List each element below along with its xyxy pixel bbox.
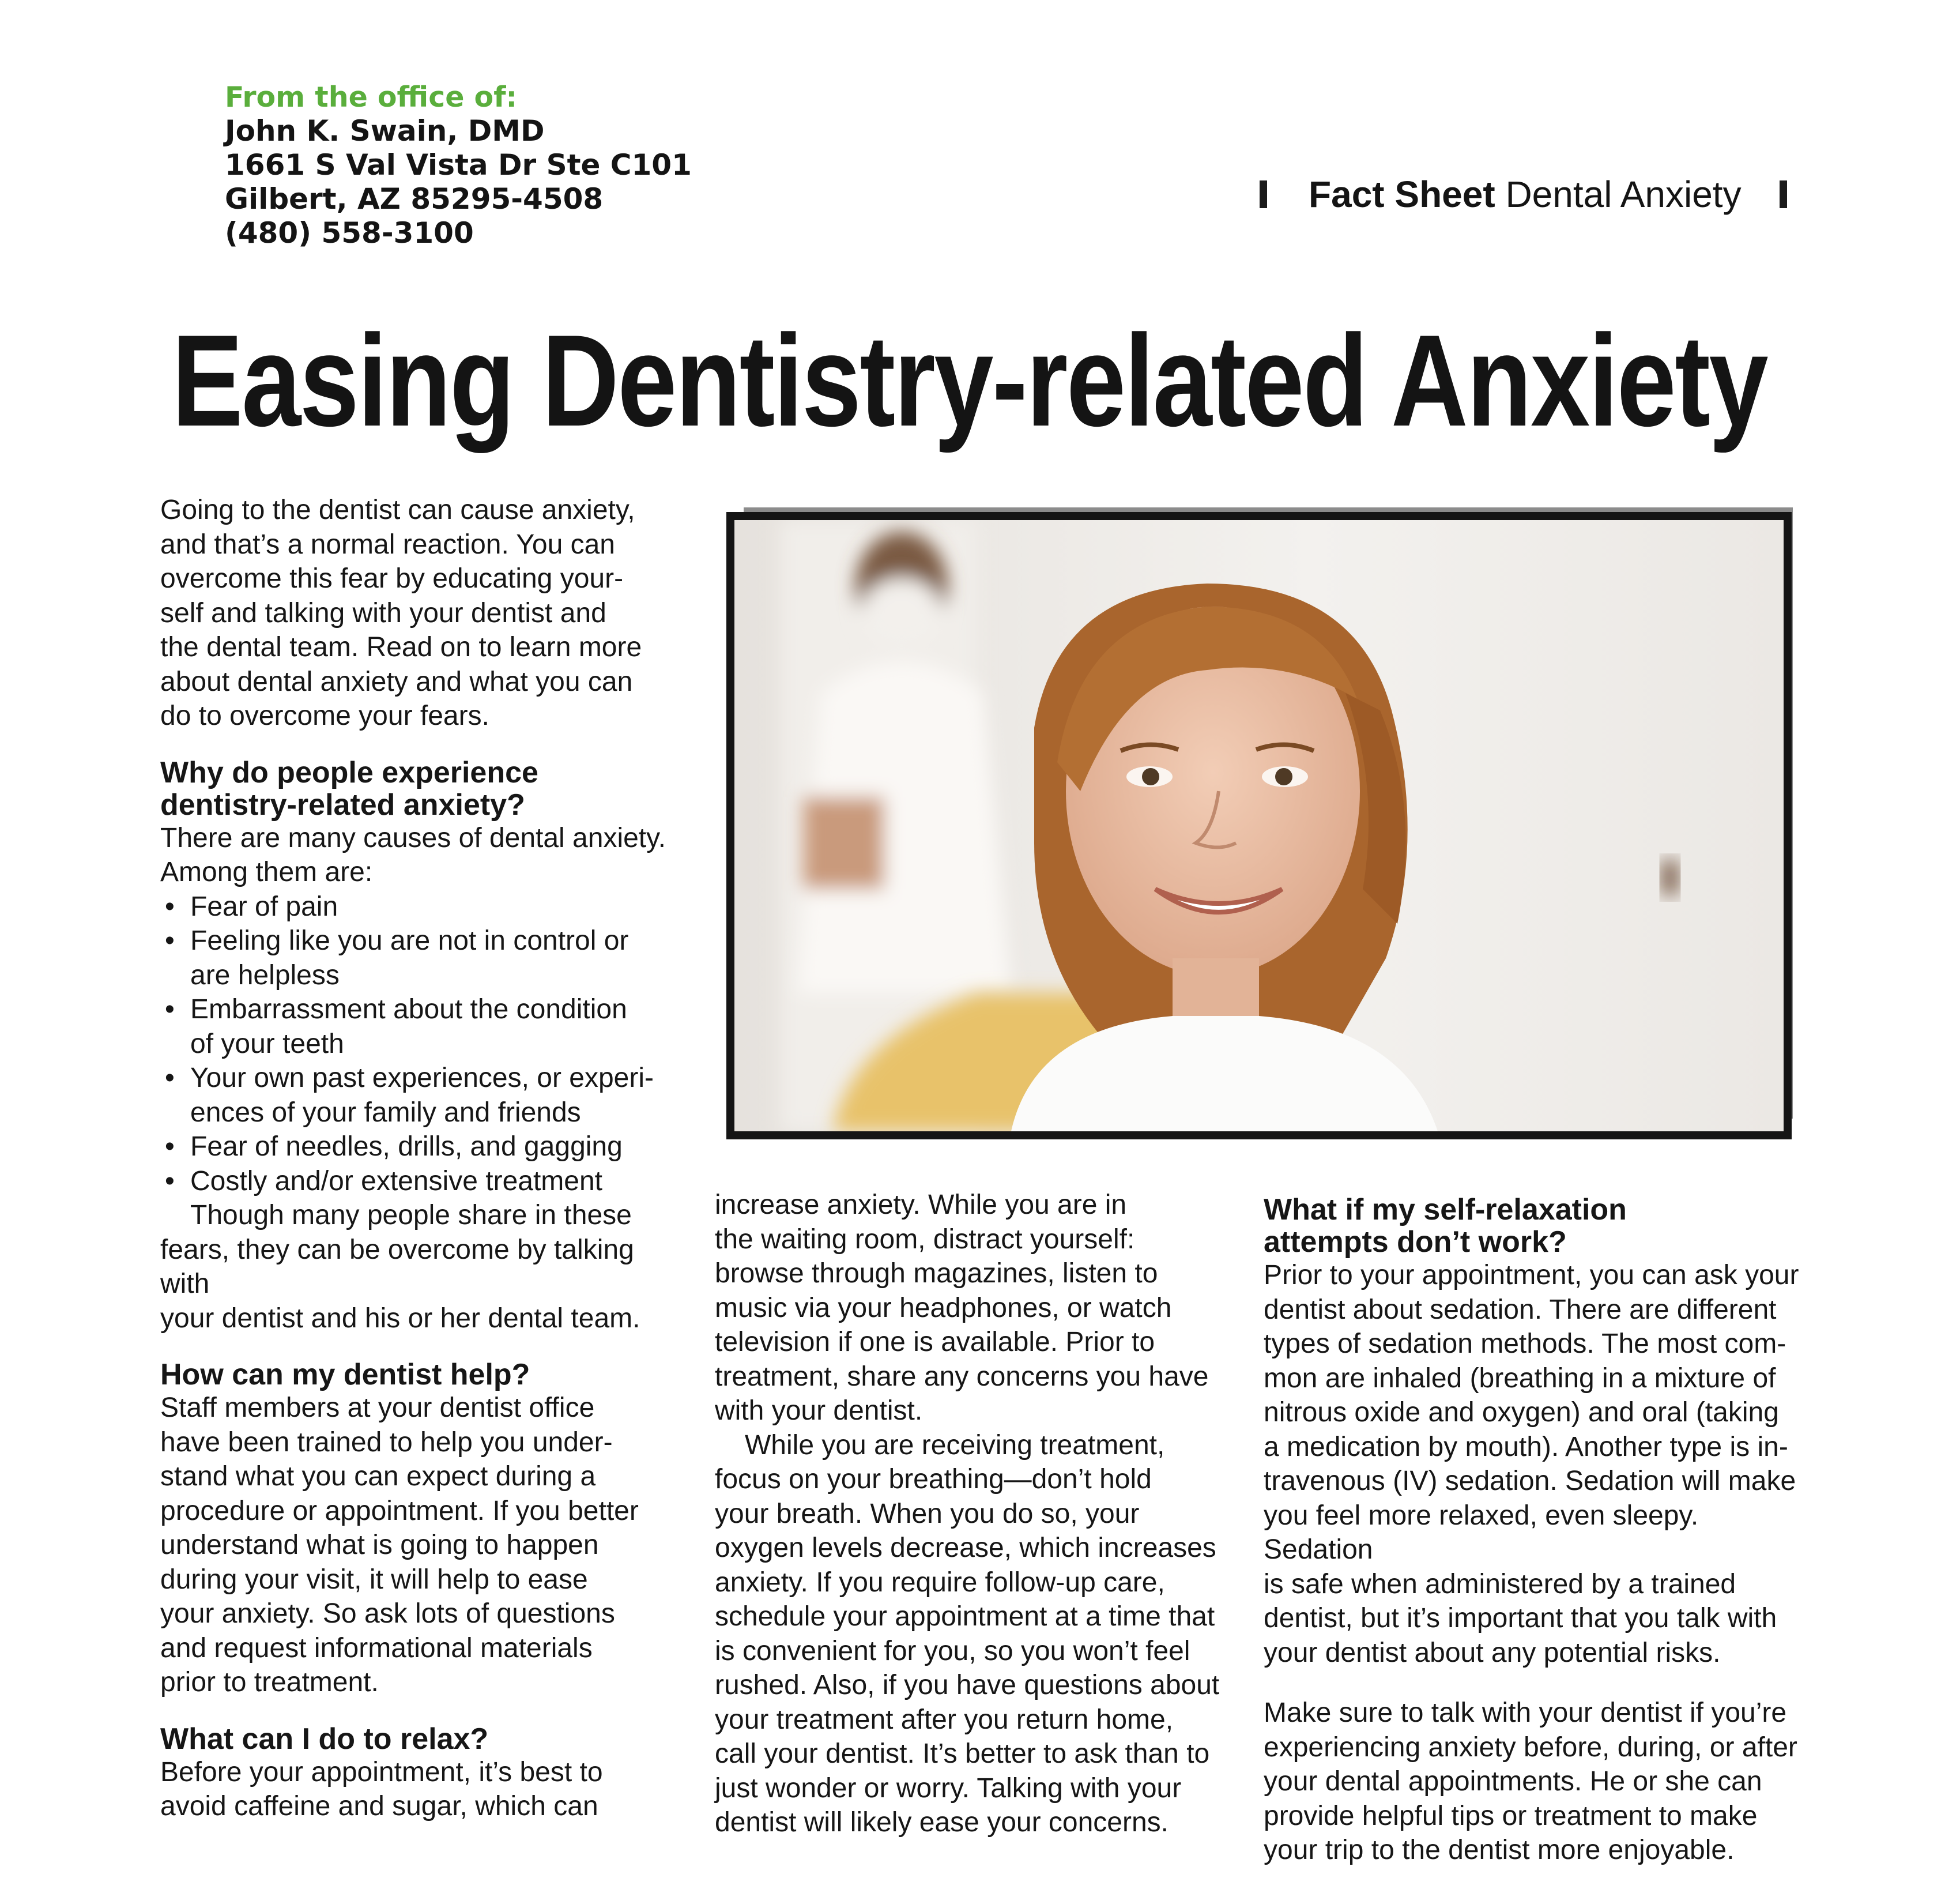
list-item	[160, 1061, 691, 1130]
section-heading-help: How can my dentist help?	[160, 1358, 530, 1391]
help-paragraph	[160, 1391, 691, 1700]
text-line: dentist, but it’s important that you talk with	[1264, 1603, 1777, 1634]
list-item	[160, 1164, 691, 1199]
heading-line: What if my self-relaxation	[1264, 1193, 1627, 1226]
text-line: Prior to your appointment, you can ask your	[1264, 1260, 1799, 1290]
list-item	[160, 992, 691, 1061]
text-line: There are many causes of dental anxiety.	[160, 822, 666, 853]
text-line: avoid caffeine and sugar, which can	[160, 1791, 598, 1822]
text-line: Embarrassment about the condition	[190, 994, 627, 1025]
bullet-icon: •	[165, 1165, 175, 1196]
text-line: stand what you can expect during a	[160, 1461, 596, 1492]
office-name: John K. Swain, DMD	[225, 114, 545, 148]
text-line: with your dentist.	[715, 1395, 923, 1426]
intro-paragraph	[160, 493, 691, 733]
text-line: focus on your breathing—don’t hold	[715, 1464, 1152, 1495]
text-line: experiencing anxiety before, during, or after	[1264, 1732, 1797, 1763]
fact-sheet-topic: Dental Anxiety	[1505, 174, 1742, 215]
office-info	[225, 81, 801, 250]
bullet-icon: •	[165, 891, 175, 922]
text-line: Though many people share in these	[190, 1200, 632, 1230]
heading-line: attempts don’t work?	[1264, 1225, 1567, 1259]
text-line: Fear of pain	[190, 891, 338, 922]
text-line: browse through magazines, listen to	[715, 1258, 1158, 1289]
text-line: Staff members at your dentist office	[160, 1393, 595, 1423]
text-line: increase anxiety. While you are in	[715, 1190, 1127, 1220]
page-title: Easing Dentistry-related Anxiety	[172, 307, 1767, 453]
text-line: have been trained to help you under-	[160, 1427, 613, 1458]
text-line: Costly and/or extensive treatment	[190, 1165, 603, 1196]
text-line: self and talking with your dentist and	[160, 597, 606, 629]
text-line: your anxiety. So ask lots of questions	[160, 1598, 615, 1629]
text-line: a medication by mouth). Another type is in-	[1264, 1431, 1788, 1462]
bullet-icon: •	[165, 1063, 175, 1093]
section-heading-why	[160, 757, 691, 821]
fact-sheet-label: Fact Sheet	[1309, 174, 1495, 215]
text-line: the dental team. Read on to learn more	[160, 632, 642, 663]
office-street: 1661 S Val Vista Dr Ste C101	[225, 148, 692, 182]
photo-frame	[726, 502, 1810, 1147]
causes-list	[160, 890, 691, 1199]
text-line: your dentist about any potential risks.	[1264, 1637, 1721, 1668]
text-line: you feel more relaxed, even sleepy. Sedation	[1264, 1500, 1699, 1565]
text-line: are helpless	[190, 959, 340, 991]
office-label: From the office of:	[225, 81, 518, 114]
text-line: is convenient for you, so you won’t feel	[715, 1635, 1190, 1666]
text-line: dentist about sedation. There are different	[1264, 1294, 1777, 1325]
text-line: your breath. When you do so, your	[715, 1498, 1140, 1529]
office-city: Gilbert, AZ 85295-4508	[225, 182, 604, 216]
list-item	[160, 890, 691, 924]
text-line: understand what is going to happen	[160, 1530, 599, 1560]
text-line: dentist will likely ease your concerns.	[715, 1807, 1169, 1838]
text-line: music via your headphones, or watch	[715, 1292, 1172, 1323]
text-line: and request informational materials	[160, 1632, 593, 1664]
text-line: Among them are:	[160, 857, 373, 887]
column-left	[160, 493, 691, 1824]
text-line: during your visit, it will help to ease	[160, 1564, 588, 1595]
heading-line: Why do people experience	[160, 755, 538, 789]
text-line: and that’s a normal reaction. You can	[160, 529, 615, 560]
column-right	[1264, 1194, 1800, 1868]
heading-line: dentistry-related anxiety?	[160, 788, 525, 822]
text-line: is safe when administered by a trained	[1264, 1568, 1736, 1600]
text-line: Fear of needles, drills, and gagging	[190, 1131, 623, 1162]
text-line: anxiety. If you require follow-up care,	[715, 1567, 1165, 1598]
text-line: your trip to the dentist more enjoyable.	[1264, 1835, 1735, 1865]
section-heading-sedation	[1264, 1194, 1800, 1258]
text-line: Feeling like you are not in control or	[190, 925, 629, 956]
text-line: the waiting room, distract yourself:	[715, 1224, 1135, 1255]
text-line: schedule your appointment at a time that	[715, 1601, 1215, 1632]
bullet-icon: •	[165, 994, 175, 1025]
text-line: While you are receiving treatment,	[745, 1429, 1165, 1461]
text-line: nitrous oxide and oxygen) and oral (taking	[1264, 1397, 1779, 1428]
text-line: mon are inhaled (breathing in a mixture of	[1264, 1363, 1776, 1394]
divider-bar-icon	[1260, 180, 1267, 208]
text-line: rushed. Also, if you have questions about	[715, 1670, 1220, 1700]
text-line: your treatment after you return home,	[715, 1704, 1174, 1735]
column-middle	[715, 1188, 1245, 1840]
text-line: procedure or appointment. If you better	[160, 1495, 639, 1526]
photo	[726, 512, 1792, 1139]
list-item	[160, 1130, 691, 1164]
text-line: Make sure to talk with your dentist if you’re	[1264, 1698, 1787, 1728]
text-line: television if one is available. Prior to	[715, 1327, 1155, 1357]
text-line: Before your appointment, it’s best to	[160, 1756, 603, 1787]
text-line: oxygen levels decrease, which increases	[715, 1533, 1216, 1563]
text-line: provide helpful tips or treatment to make	[1264, 1800, 1758, 1831]
text-line: Your own past experiences, or experi-	[190, 1063, 654, 1093]
text-line: overcome this fear by educating your-	[160, 563, 624, 594]
office-phone: (480) 558-3100	[225, 216, 474, 250]
text-line: of your teeth	[190, 1028, 344, 1059]
text-line: prior to treatment.	[160, 1667, 379, 1698]
divider-bar-icon	[1780, 180, 1787, 208]
patient-photo-illustration	[734, 520, 1784, 1131]
paragraph-gap	[1264, 1670, 1800, 1696]
section-heading-relax: What can I do to relax?	[160, 1722, 489, 1756]
text-line: about dental anxiety and what you can	[160, 666, 633, 697]
text-line: Going to the dentist can cause anxiety,	[160, 495, 635, 525]
text-line: call your dentist. It’s better to ask than to	[715, 1738, 1210, 1769]
bullet-icon: •	[165, 1131, 175, 1162]
list-item	[160, 924, 691, 992]
text-line: just wonder or worry. Talking with your	[715, 1772, 1182, 1804]
text-line: ences of your family and friends	[190, 1097, 581, 1128]
bullet-icon: •	[165, 925, 175, 956]
text-line: do to overcome your fears.	[160, 701, 489, 731]
text-line: types of sedation methods. The most com-	[1264, 1329, 1786, 1359]
text-line: fears, they can be overcome by talking with	[160, 1234, 634, 1299]
fact-sheet-tag	[1260, 168, 1807, 220]
text-line: your dentist and his or her dental team.	[160, 1303, 640, 1334]
text-line: treatment, share any concerns you have	[715, 1361, 1209, 1392]
text-line: travenous (IV) sedation. Sedation will make	[1264, 1466, 1796, 1496]
text-line: your dental appointments. He or she can	[1264, 1766, 1762, 1797]
